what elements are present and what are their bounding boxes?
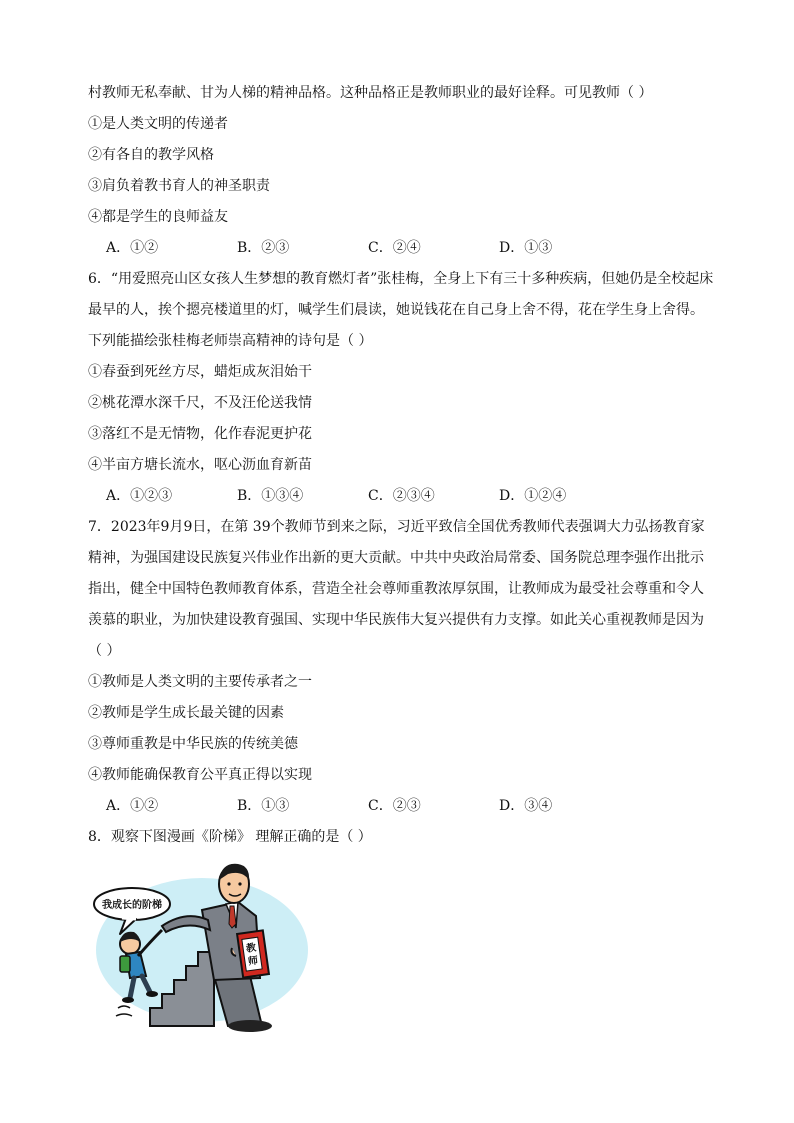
q7-option-b[interactable]: B．①③: [237, 798, 290, 814]
q6-option-d[interactable]: D．①②④: [499, 488, 567, 504]
teacher-shoe: [228, 1020, 272, 1032]
q5-statement-3: ③肩负着教书育人的神圣职责: [88, 178, 270, 194]
q5-options: [88, 233, 728, 264]
q7-stem-line-5: （ ）: [88, 643, 121, 659]
q7-statement-3: ③尊师重教是中华民族的传统美德: [88, 736, 298, 752]
q5-statement-2: ②有各自的教学风格: [88, 147, 214, 163]
q5-statement-4: ④都是学生的良师益友: [88, 209, 228, 225]
q5-statement-1: ①是人类文明的传递者: [88, 116, 228, 132]
book-char-2: 师: [247, 955, 259, 968]
book-char-1: 教: [245, 942, 257, 955]
q6-option-b[interactable]: B．①③④: [237, 488, 304, 504]
q8-stem: 8．观察下图漫画《阶梯》 理解正确的是（ ）: [88, 829, 372, 845]
q5-stem-tail: 村教师无私奉献、甘为人梯的精神品格。这种品格正是教师职业的最好诠释。可见教师（ ）: [88, 85, 653, 101]
q7-statement-1: ①教师是人类文明的主要传承者之一: [88, 674, 312, 690]
q7-stem-line-2: 精神，为强国建设民族复兴伟业作出新的更大贡献。中共中央政治局常委、国务院总理李强作出批示: [88, 550, 704, 566]
q7-option-d[interactable]: D．③④: [499, 798, 553, 814]
q7-option-a[interactable]: A．①②: [106, 798, 159, 814]
q6-option-a[interactable]: A．①②③: [106, 488, 173, 504]
q6-options: [88, 481, 728, 512]
q6-statement-2: ②桃花潭水深千尺，不及汪伦送我情: [88, 395, 312, 411]
q7-stem-line-3: 指出，健全中国特色教师教育体系，营造全社会尊师重教浓厚氛围，让教师成为最受社会尊重和令人: [88, 581, 704, 597]
q7-statement-4: ④教师能确保教育公平真正得以实现: [88, 767, 312, 783]
ladder-cartoon-svg: [90, 858, 312, 1034]
q5-option-c[interactable]: C．②④: [368, 240, 421, 256]
motion-lines: [116, 1006, 132, 1016]
q6-stem-line-1: 6．“用爱照亮山区女孩人生梦想的教育燃灯者”张桂梅，全身上下有三十多种疾病，但她仍是全校起床: [88, 271, 714, 287]
q6-stem-line-2: 最早的人，挨个摁亮楼道里的灯，喊学生们晨读，她说钱花在自己身上舍不得，花在学生身上舍得。: [88, 302, 704, 318]
q7-stem-line-1: 7．2023年9月9日，在第 39个教师节到来之际，习近平致信全国优秀教师代表强调大力弘扬教育家: [88, 519, 705, 535]
q6-statement-1: ①春蚕到死丝方尽，蜡炬成灰泪始干: [88, 364, 312, 380]
bubble-text: 我成长的阶梯: [102, 900, 162, 911]
q6-stem-line-3: 下列能描绘张桂梅老师崇高精神的诗句是（ ）: [88, 333, 373, 349]
q6-option-c[interactable]: C．②③④: [368, 488, 435, 504]
q7-options: [88, 791, 728, 822]
q5-option-b[interactable]: B．②③: [237, 240, 290, 256]
ladder-cartoon: [90, 858, 312, 1034]
q5-option-a[interactable]: A．①②: [106, 240, 159, 256]
q5-option-d[interactable]: D．①③: [499, 240, 553, 256]
q6-statement-4: ④半亩方塘长流水，呕心沥血育新苗: [88, 457, 312, 473]
q7-option-c[interactable]: C．②③: [368, 798, 421, 814]
q6-statement-3: ③落红不是无情物，化作春泥更护花: [88, 426, 312, 442]
q7-statement-2: ②教师是学生成长最关键的因素: [88, 705, 284, 721]
exam-page: [88, 78, 728, 853]
q7-stem-line-4: 羡慕的职业，为加快建设教育强国、实现中华民族伟大复兴提供有力支撑。如此关心重视教师是因为: [88, 612, 704, 628]
